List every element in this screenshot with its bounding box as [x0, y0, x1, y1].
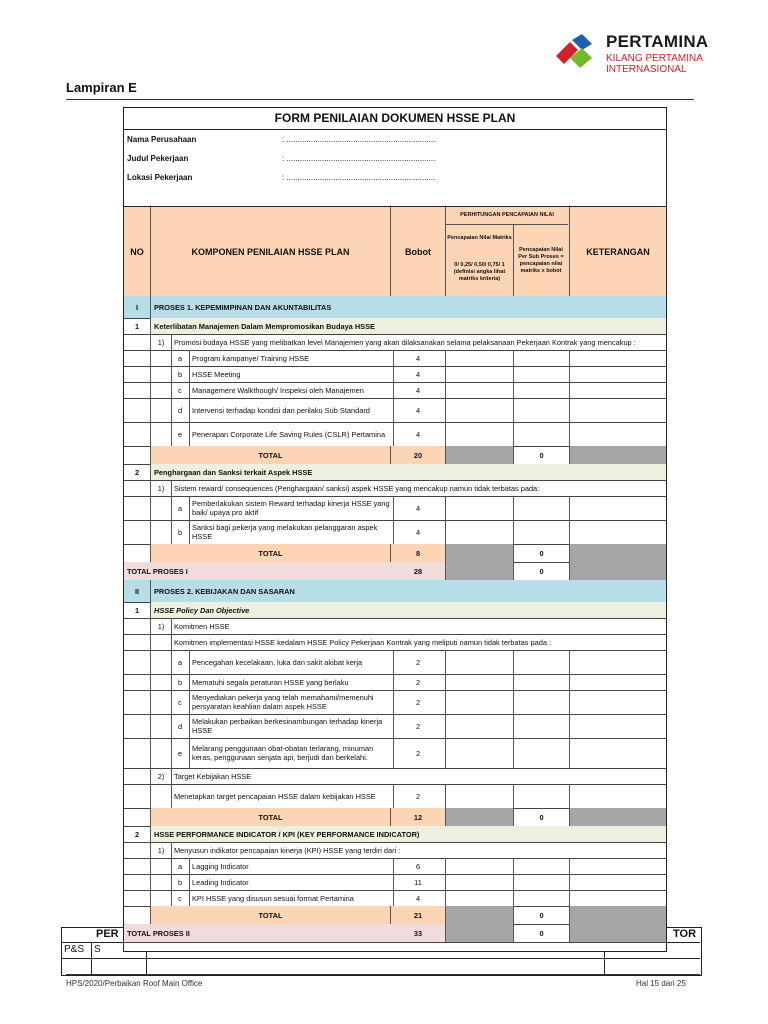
- appendix-label: Lampiran E: [66, 80, 137, 95]
- item-letter: b: [171, 520, 190, 544]
- empty-no: [124, 906, 151, 924]
- empty-no: [124, 650, 151, 674]
- grand-total-bobot: 28: [391, 562, 446, 580]
- total-label: TOTAL: [151, 544, 391, 562]
- empty-no: [124, 544, 151, 562]
- keterangan-input[interactable]: [570, 738, 666, 768]
- empty-no: [124, 714, 151, 738]
- empty-no: [124, 738, 151, 768]
- row-point: [124, 618, 666, 635]
- nilai-sub-input[interactable]: [514, 858, 570, 874]
- item-bobot: 2: [391, 738, 446, 768]
- empty-no: [124, 808, 151, 826]
- empty-no: [124, 398, 151, 422]
- total-matriks-shade: [446, 808, 514, 826]
- sub-no: 1: [124, 602, 151, 618]
- nilai-matriks-input[interactable]: [446, 690, 514, 714]
- total-label: TOTAL: [151, 906, 391, 924]
- item-letter: c: [171, 890, 190, 906]
- nilai-sub-input[interactable]: [514, 398, 570, 422]
- item-bobot: 2: [391, 690, 446, 714]
- item-letter: e: [171, 422, 190, 446]
- empty-indent: [151, 350, 172, 366]
- row-item: [124, 890, 666, 907]
- row-item: [124, 422, 666, 447]
- item-text: Pemberlakukan sistem Reward terhadap kinerja HSSE yang baik/ upaya pro aktif: [189, 496, 394, 520]
- nilai-sub-input[interactable]: [514, 738, 570, 768]
- item-letter: d: [171, 398, 190, 422]
- keterangan-input[interactable]: [570, 496, 666, 520]
- grand-total-label: TOTAL PROSES II: [124, 924, 394, 942]
- item-letter: a: [171, 858, 190, 874]
- nilai-matriks-input[interactable]: [446, 890, 514, 906]
- row-item: [124, 858, 666, 875]
- empty-no: [124, 496, 151, 520]
- nilai-matriks-input[interactable]: [446, 714, 514, 738]
- row-item: [124, 690, 666, 715]
- grand-total-label: TOTAL PROSES I: [124, 562, 394, 580]
- row-sub: [124, 826, 666, 843]
- row-item: [124, 650, 666, 675]
- info-value-company[interactable]: : ...................................................................: [282, 135, 436, 144]
- keterangan-input[interactable]: [570, 398, 666, 422]
- item-letter: b: [171, 674, 190, 690]
- logo-title: PERTAMINA: [606, 32, 709, 51]
- point-no: 1): [151, 480, 172, 496]
- nilai-sub-input[interactable]: [514, 650, 570, 674]
- empty-indent: [151, 422, 172, 446]
- row-item: [124, 496, 666, 521]
- col-perhitungan-title: PERHITUNGAN PENCAPAIAN NILAI: [446, 207, 568, 225]
- sub-title: HSSE PERFORMANCE INDICATOR / KPI (KEY PERFORMANCE INDICATOR): [151, 826, 667, 842]
- bg-table-s: S: [94, 944, 101, 955]
- total-label: TOTAL: [151, 446, 391, 464]
- sub-no: 2: [124, 826, 151, 842]
- item-text: Menyediakan pekerja yang telah memahami/memenuhi persyaratan keahlian dalam aspek HSSE: [189, 690, 394, 714]
- item-bobot: 4: [391, 496, 446, 520]
- bg-table-right-text: TOR: [673, 928, 697, 940]
- row-sub: [124, 464, 666, 481]
- logo-sub2: INTERNASIONAL: [606, 64, 687, 75]
- info-value-location[interactable]: : ...................................................................: [282, 173, 436, 182]
- point-text: Promosi budaya HSSE yang melibatkan level Manajemen yang akan dilaksanakan selama pelaksanaan Pekerjaan Kontrak yang mencakup :: [171, 334, 667, 350]
- row-point: [124, 334, 666, 351]
- empty-no: [124, 634, 151, 650]
- footer-page: Hal 15 dari 25: [636, 979, 686, 988]
- keterangan-input[interactable]: [570, 690, 666, 714]
- section-no: I: [124, 296, 151, 318]
- total-keterangan-shade: [570, 808, 666, 826]
- row-item: [124, 714, 666, 739]
- keterangan-input[interactable]: [570, 650, 666, 674]
- nilai-sub-input[interactable]: [514, 784, 570, 808]
- row-point2: [124, 634, 666, 651]
- row-point: [124, 768, 666, 785]
- keterangan-input[interactable]: [570, 366, 666, 382]
- keterangan-input[interactable]: [570, 422, 666, 446]
- pertamina-logo-icon: [552, 34, 600, 74]
- empty-no: [124, 366, 151, 382]
- sub-title: Penghargaan dan Sanksi terkait Aspek HSSE: [151, 464, 667, 480]
- header-divider: [66, 99, 694, 100]
- nilai-sub-input[interactable]: [514, 382, 570, 398]
- row-item2: [124, 784, 666, 809]
- item-bobot: 4: [391, 350, 446, 366]
- total-bobot: 12: [391, 808, 446, 826]
- item-text: Menetapkan target pencapaian HSSE dalam kebijakan HSSE: [171, 784, 394, 808]
- footer-doc-id: HPS/2020/Perbaikan Roof Main Office: [66, 979, 203, 988]
- total-nilai: 0: [514, 446, 570, 464]
- keterangan-input[interactable]: [570, 874, 666, 890]
- col-matriks-values: 0/ 0,25/ 0,50/ 0,75/ 1 (definisi angka lihat matriks kriteria): [453, 261, 506, 282]
- grand-matriks-shade: [446, 924, 514, 942]
- empty-no: [124, 674, 151, 690]
- row-section: [124, 580, 666, 603]
- item-text: Mematuhi segala peraturan HSSE yang berlaku: [189, 674, 394, 690]
- empty-no: [124, 520, 151, 544]
- empty-no: [124, 480, 151, 496]
- info-label-job: Judul Pekerjaan: [127, 154, 189, 163]
- keterangan-input[interactable]: [570, 890, 666, 906]
- empty-no: [124, 784, 151, 808]
- sub-title: Keterlibatan Manajemen Dalam Mempromosikan Budaya HSSE: [151, 318, 667, 334]
- total-keterangan-shade: [570, 446, 666, 464]
- nilai-sub-input[interactable]: [514, 874, 570, 890]
- table-header: [124, 206, 666, 297]
- grand-keterangan-shade: [570, 562, 666, 580]
- nilai-matriks-input[interactable]: [446, 738, 514, 768]
- item-bobot: 4: [391, 382, 446, 398]
- item-text: KPI HSSE yang disusun sesuai format Pertamina: [189, 890, 394, 906]
- empty-no: [124, 842, 151, 858]
- item-bobot: 2: [391, 784, 446, 808]
- row-total: [124, 906, 666, 925]
- empty-indent: [151, 858, 172, 874]
- col-no: NO: [124, 207, 151, 296]
- logo-subtitle: [606, 53, 703, 75]
- grand-total-bobot: 33: [391, 924, 446, 942]
- total-matriks-shade: [446, 544, 514, 562]
- col-bobot: Bobot: [391, 207, 446, 296]
- item-bobot: 11: [391, 874, 446, 890]
- item-bobot: 4: [391, 520, 446, 544]
- item-bobot: 4: [391, 398, 446, 422]
- empty-indent: [151, 496, 172, 520]
- point-text: Sistem reward/ consequences (Penghargaan/ sanksi) aspek HSSE yang mencakup namun tidak terbatas pada:: [171, 480, 667, 496]
- empty-indent: [151, 890, 172, 906]
- nilai-sub-input[interactable]: [514, 690, 570, 714]
- point-text: Target Kebijakan HSSE: [171, 768, 667, 784]
- total-nilai: 0: [514, 808, 570, 826]
- item-text: Pencegahan kecelakaan, luka dan sakit akibat kerja: [189, 650, 394, 674]
- item-bobot: 4: [391, 890, 446, 906]
- info-label-location: Lokasi Pekerjaan: [127, 173, 193, 182]
- info-value-job[interactable]: : ...................................................................: [282, 154, 436, 163]
- row-grand: [124, 562, 666, 581]
- col-keterangan: KETERANGAN: [586, 246, 650, 257]
- item-text: Intervensi terhadap kondisi dan perilaku Sub Standard: [189, 398, 394, 422]
- empty-no: [124, 382, 151, 398]
- nilai-matriks-input[interactable]: [446, 784, 514, 808]
- point-no: 2): [151, 768, 172, 784]
- item-text: Program kampanye/ Training HSSE: [189, 350, 394, 366]
- empty-indent: [151, 520, 172, 544]
- empty-indent: [151, 382, 172, 398]
- keterangan-input[interactable]: [570, 382, 666, 398]
- item-bobot: 2: [391, 714, 446, 738]
- item-letter: c: [171, 382, 190, 398]
- item-bobot: 4: [391, 422, 446, 446]
- nilai-matriks-input[interactable]: [446, 650, 514, 674]
- item-bobot: 2: [391, 674, 446, 690]
- empty-no: [124, 422, 151, 446]
- nilai-matriks-input[interactable]: [446, 496, 514, 520]
- empty-indent: [151, 634, 172, 650]
- footer-divider: [66, 974, 700, 975]
- nilai-sub-input[interactable]: [514, 496, 570, 520]
- empty-no: [124, 618, 151, 634]
- total-matriks-shade: [446, 446, 514, 464]
- total-bobot: 20: [391, 446, 446, 464]
- sub-title: HSSE Policy Dan Objective: [151, 602, 667, 618]
- nilai-matriks-input[interactable]: [446, 398, 514, 422]
- total-keterangan-shade: [570, 906, 666, 924]
- nilai-sub-input[interactable]: [514, 890, 570, 906]
- sub-no: 1: [124, 318, 151, 334]
- info-label-company: Nama Perusahaan: [127, 135, 197, 144]
- row-item: [124, 674, 666, 691]
- nilai-matriks-input[interactable]: [446, 366, 514, 382]
- row-item: [124, 382, 666, 399]
- empty-indent: [151, 714, 172, 738]
- row-item: [124, 874, 666, 891]
- item-text: Management Walkthough/ Inspeksi oleh Manajemen: [189, 382, 394, 398]
- nilai-sub-input[interactable]: [514, 422, 570, 446]
- col-per-sub: Pencapaian Nilai Per Sub Proses = pencapaian nilai matriks x bobot: [518, 246, 564, 274]
- row-total: [124, 446, 666, 465]
- item-text: HSSE Meeting: [189, 366, 394, 382]
- section-title: PROSES 2. KEBIJAKAN DAN SASARAN: [151, 580, 667, 602]
- empty-indent: [151, 398, 172, 422]
- item-text: Sanksi bagi pekerja yang melakukan pelanggaran aspek HSSE: [189, 520, 394, 544]
- total-bobot: 21: [391, 906, 446, 924]
- logo-sub1: KILANG PERTAMINA: [606, 53, 703, 64]
- nilai-sub-input[interactable]: [514, 366, 570, 382]
- row-total: [124, 808, 666, 827]
- item-bobot: 6: [391, 858, 446, 874]
- row-point: [124, 842, 666, 859]
- row-grand: [124, 924, 666, 943]
- section-no: II: [124, 580, 151, 602]
- row-item: [124, 738, 666, 769]
- row-section: [124, 296, 666, 319]
- item-letter: a: [171, 350, 190, 366]
- total-bobot: 8: [391, 544, 446, 562]
- item-letter: a: [171, 496, 190, 520]
- empty-no: [124, 334, 151, 350]
- total-nilai: 0: [514, 544, 570, 562]
- row-item: [124, 366, 666, 383]
- empty-indent: [151, 650, 172, 674]
- empty-indent: [151, 874, 172, 890]
- empty-indent: [151, 690, 172, 714]
- item-text: Melakukan perbaikan berkesinambungan terhadap kinerja HSSE: [189, 714, 394, 738]
- item-text: Penerapan Corporate Life Saving Rules (CSLR) Pertamina: [189, 422, 394, 446]
- bg-table-left-text: PER: [96, 928, 119, 940]
- nilai-sub-input[interactable]: [514, 350, 570, 366]
- point-text: Komitmen implementasi HSSE kedalam HSSE Policy Pekerjaan Kontrak yang meliputi namun tidak terbatas pada :: [171, 634, 667, 650]
- row-sub: [124, 318, 666, 335]
- grand-total-nilai: 0: [514, 924, 570, 942]
- keterangan-input[interactable]: [570, 858, 666, 874]
- keterangan-input[interactable]: [570, 674, 666, 690]
- point-text: Komitmen HSSE: [171, 618, 667, 634]
- item-letter: e: [171, 738, 190, 768]
- form-title: FORM PENILAIAN DOKUMEN HSSE PLAN: [124, 108, 666, 130]
- empty-no: [124, 874, 151, 890]
- total-nilai: 0: [514, 906, 570, 924]
- point-no: 1): [151, 618, 172, 634]
- point-no: 1): [151, 334, 172, 350]
- row-item: [124, 350, 666, 367]
- point-no: 1): [151, 842, 172, 858]
- grand-total-nilai: 0: [514, 562, 570, 580]
- row-total: [124, 544, 666, 563]
- total-label: TOTAL: [151, 808, 391, 826]
- grand-matriks-shade: [446, 562, 514, 580]
- empty-no: [124, 446, 151, 464]
- grand-keterangan-shade: [570, 924, 666, 942]
- nilai-matriks-input[interactable]: [446, 520, 514, 544]
- nilai-matriks-input[interactable]: [446, 858, 514, 874]
- nilai-matriks-input[interactable]: [446, 674, 514, 690]
- row-point: [124, 480, 666, 497]
- empty-no: [124, 690, 151, 714]
- empty-no: [124, 890, 151, 906]
- item-text: Lagging Indicator: [189, 858, 394, 874]
- item-text: Leading Indicator: [189, 874, 394, 890]
- keterangan-input[interactable]: [570, 520, 666, 544]
- nilai-sub-input[interactable]: [514, 714, 570, 738]
- pertamina-logo: [552, 26, 722, 88]
- empty-no: [124, 768, 151, 784]
- keterangan-input[interactable]: [570, 350, 666, 366]
- total-matriks-shade: [446, 906, 514, 924]
- row-item: [124, 520, 666, 545]
- empty-indent: [151, 366, 172, 382]
- item-letter: c: [171, 690, 190, 714]
- empty-indent: [151, 674, 172, 690]
- item-text: Melarang penggunaan obat-obatan terlarang, minuman keras, penggunaan senjata api, berjudi dan berkelahi.: [189, 738, 394, 768]
- empty-no: [124, 858, 151, 874]
- nilai-matriks-input[interactable]: [446, 422, 514, 446]
- row-sub: [124, 602, 666, 619]
- item-letter: d: [171, 714, 190, 738]
- sub-no: 2: [124, 464, 151, 480]
- row-item: [124, 398, 666, 423]
- nilai-sub-input[interactable]: [514, 674, 570, 690]
- item-bobot: 2: [391, 650, 446, 674]
- point-text: Menyusun indikator pencapaian kinerja (KPI) HSSE yang terdiri dari :: [171, 842, 667, 858]
- item-letter: b: [171, 366, 190, 382]
- item-letter: b: [171, 874, 190, 890]
- col-pencapaian-matriks: Pencapaian Nilai Matriks: [447, 234, 512, 241]
- nilai-matriks-input[interactable]: [446, 874, 514, 890]
- nilai-matriks-input[interactable]: [446, 382, 514, 398]
- keterangan-input[interactable]: [570, 714, 666, 738]
- nilai-sub-input[interactable]: [514, 520, 570, 544]
- empty-indent: [151, 784, 172, 808]
- empty-indent: [151, 738, 172, 768]
- hsse-plan-form: [123, 107, 667, 952]
- keterangan-input[interactable]: [570, 784, 666, 808]
- item-bobot: 4: [391, 366, 446, 382]
- section-title: PROSES 1. KEPEMIMPINAN DAN AKUNTABILITAS: [151, 296, 667, 318]
- col-komponen: KOMPONEN PENILAIAN HSSE PLAN: [151, 207, 391, 296]
- total-keterangan-shade: [570, 544, 666, 562]
- empty-no: [124, 350, 151, 366]
- item-letter: a: [171, 650, 190, 674]
- bg-table-ps: P&S: [64, 944, 85, 955]
- nilai-matriks-input[interactable]: [446, 350, 514, 366]
